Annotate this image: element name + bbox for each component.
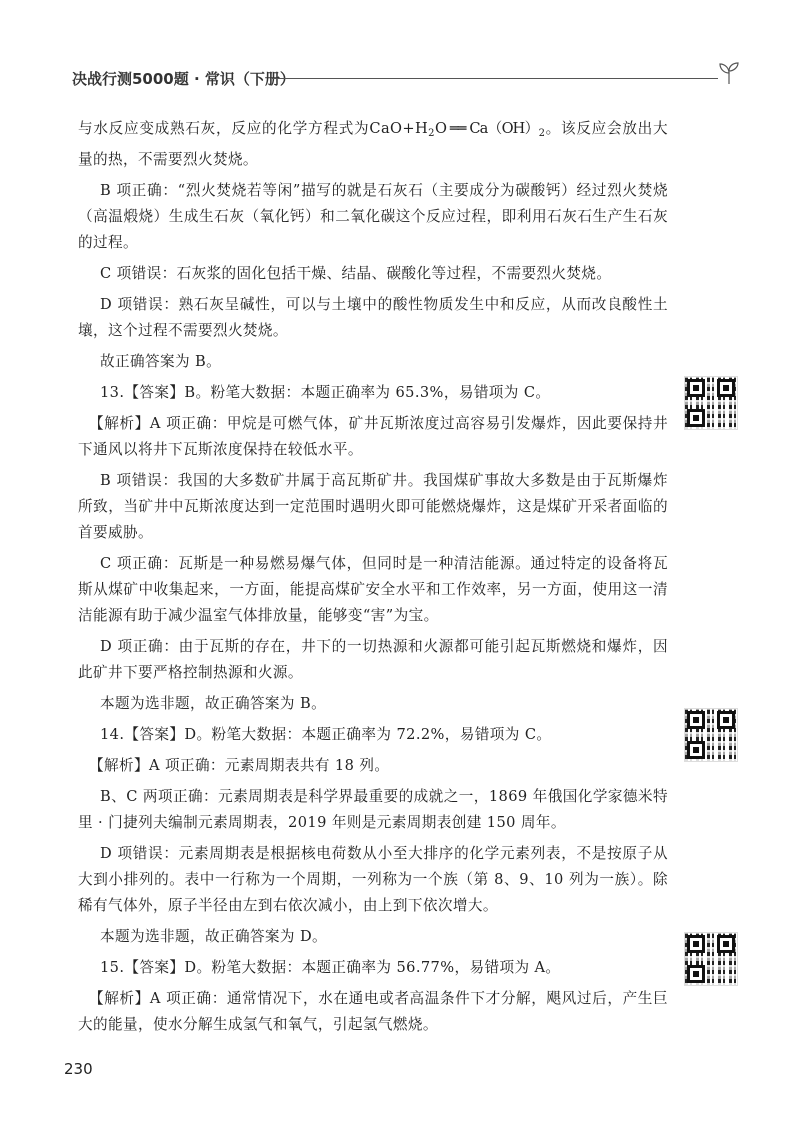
paragraph: 本题为选非题，故正确答案为 D。 (100, 928, 328, 945)
paragraph: 本题为选非题，故正确答案为 B。 (100, 695, 327, 712)
answer-14: 14.【答案】D。粉笔大数据：本题正确率为 72.2%，易错项为 C。 (100, 726, 552, 743)
answer-13: 13.【答案】B。粉笔大数据：本题正确率为 65.3%，易错项为 C。 (100, 384, 551, 401)
running-header (72, 60, 742, 90)
page-body (78, 116, 668, 1043)
paragraph: B 项正确：“烈火焚烧若等闲”描写的就是石灰石（主要成分为碳酸钙）经过烈火焚烧（高温煅烧）生成生石灰（氧化钙）和二氧化碳这个反应过程，即利用石灰石生产生石灰的过程。 (78, 182, 668, 251)
analysis-13: 【解析】A 项正确：甲烷是可燃气体，矿井瓦斯浓度过高容易引发爆炸，因此要保持井下通风以将井下瓦斯浓度保持在较低水平。 (78, 415, 668, 458)
answer-15: 15.【答案】D。粉笔大数据：本题正确率为 56.77%，易错项为 A。 (100, 959, 561, 976)
paragraph: C 项正确：瓦斯是一种易燃易爆气体，但同时是一种清洁能源。通过特定的设备将瓦斯从煤矿中收集起来，一方面，能提高煤矿安全水平和工作效率，另一方面，使用这一清洁能源有助于减少温室气体排放量，能够变“害”为宝。 (78, 555, 668, 624)
header-rule (272, 78, 718, 79)
qr-code-14[interactable] (684, 708, 738, 762)
paragraph: D 项错误：元素周期表是根据核电荷数从小至大排序的化学元素列表，不是按原子从大到小排列的。表中一行称为一个周期，一列称为一个族（第 8、9、10 列为一族）。除稀有气体外，原子半径由左到右依次减小，由上到下依次增大。 (78, 845, 668, 914)
qr-code-13[interactable] (684, 376, 738, 430)
paragraph: D 项错误：熟石灰呈碱性，可以与土壤中的酸性物质发生中和反应，从而改良酸性土壤，这个过程不需要烈火焚烧。 (78, 296, 668, 339)
paragraph: 与水反应变成熟石灰，反应的化学方程式为$CaO+H_2O$ ══ $Ca(OH)_2$。该反应会放出大量的热，不需要烈火焚烧。 (78, 120, 669, 168)
page-number: 230 (64, 1060, 93, 1078)
sprout-icon (716, 60, 742, 86)
qr-code-15[interactable] (684, 932, 738, 986)
paragraph: D 项正确：由于瓦斯的存在，井下的一切热源和火源都可能引起瓦斯燃烧和爆炸，因此矿井下要严格控制热源和火源。 (78, 638, 668, 681)
paragraph: B 项错误：我国的大多数矿井属于高瓦斯矿井。我国煤矿事故大多数是由于瓦斯爆炸所致，当矿井中瓦斯浓度达到一定范围时遇明火即可能燃烧爆炸，这是煤矿开采者面临的首要威胁。 (78, 472, 668, 541)
paragraph: C 项错误：石灰浆的固化包括干燥、结晶、碳酸化等过程，不需要烈火焚烧。 (100, 265, 612, 282)
paragraph: 故正确答案为 B。 (100, 353, 222, 370)
analysis-14: 【解析】A 项正确：元素周期表共有 18 列。 (89, 757, 390, 774)
analysis-15: 【解析】A 项正确：通常情况下，水在通电或者高温条件下才分解，飓风过后，产生巨大的能量，使水分解生成氢气和氧气，引起氢气燃烧。 (78, 990, 668, 1033)
header-title: 决战行测5000题 · 常识（下册） (72, 70, 295, 88)
paragraph: B、C 两项正确：元素周期表是科学界最重要的成就之一，1869 年俄国化学家德米特里 · 门捷列夫编制元素周期表，2019 年则是元素周期表创建 150 周年。 (78, 788, 668, 831)
